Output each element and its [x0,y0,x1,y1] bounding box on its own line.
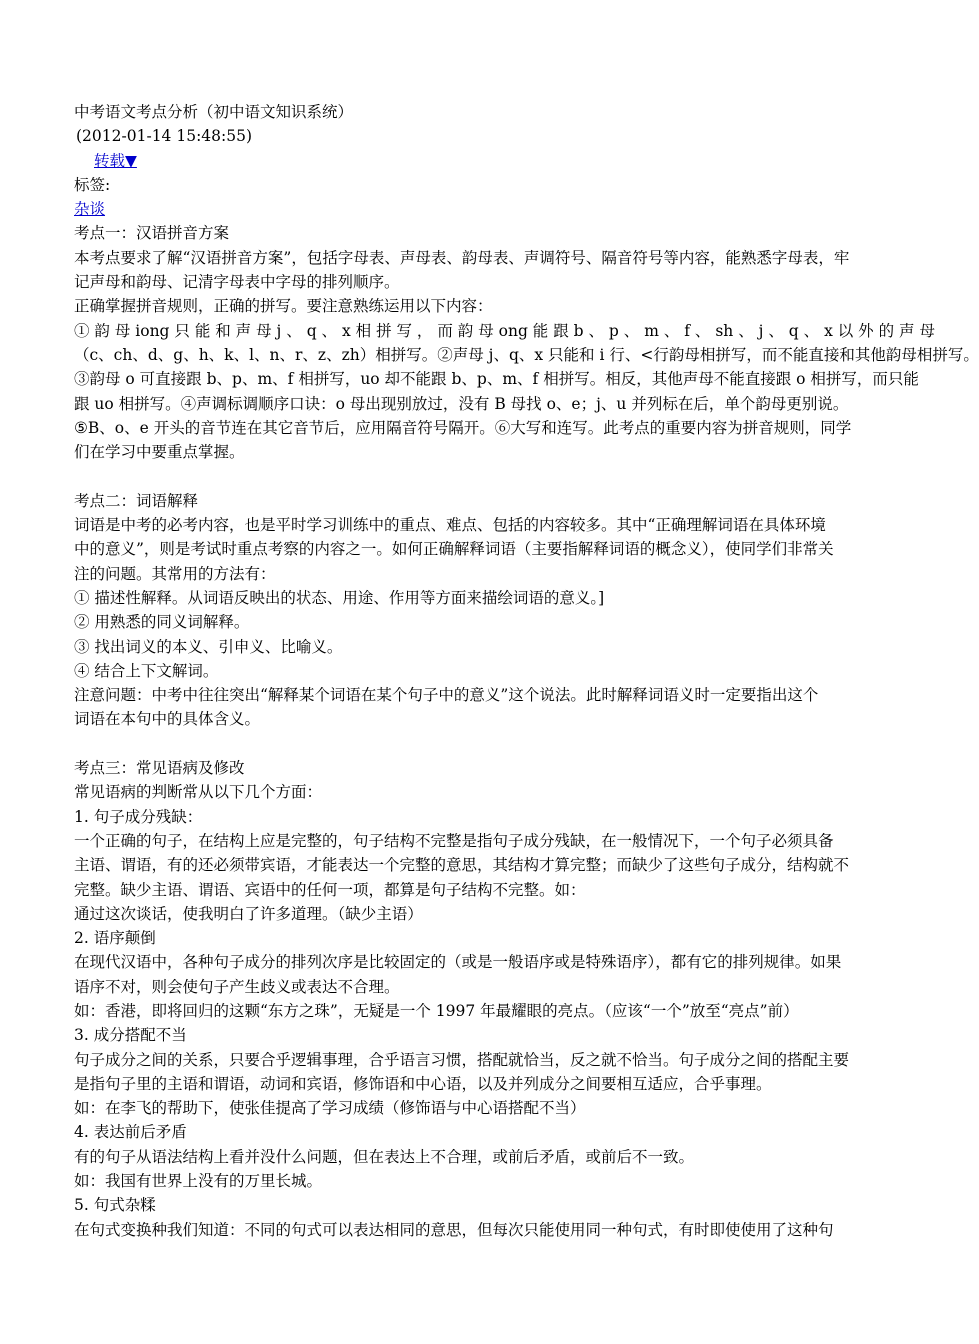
section-3 [74,756,886,1242]
paragraph-line: 本考点要求了解“汉语拼音方案”，包括字母表、声母表、韵母表、声调符号、隔音符号等内容，能熟悉字母表，牢 [74,248,850,267]
spacer [74,464,886,488]
paragraph-line: 完整。缺少主语、谓语、宾语中的任何一项，都算是句子结构不完整。如： [74,880,586,899]
paragraph-line: 记声母和韵母、记清字母表中字母的排列顺序。 [74,273,400,292]
subheading: 2. 语序颠倒 [74,929,156,948]
list-item: ③ 找出词义的本义、引申义、比喻义。 [74,637,343,656]
paragraph-line: 在句式变换种我们知道：不同的句式可以表达相同的意思，但每次只能使用同一种句式，有时即使使用了这种句 [74,1220,834,1239]
list-item: ① 描述性解释。从词语反映出的状态、用途、作用等方面来描绘词语的意义。] [74,588,605,607]
example-line: 如：我国有世界上没有的万里长城。 [74,1172,323,1191]
paragraph-line: 有的句子从语法结构上看并没什么问题，但在表达上不合理，或前后矛盾，或前后不一致。 [74,1147,695,1166]
paragraph-line: 词语是中考的必考内容，也是平时学习训练中的重点、难点、包括的内容较多。其中“正确理解词语在具体环境 [74,516,826,535]
list-item: ② 用熟悉的同义词解释。 [74,613,250,632]
paragraph-line: 在现代汉语中，各种句子成分的排列次序是比较固定的（或是一般语序或是特殊语序），都有它的排列规律。如果 [74,953,842,972]
paragraph-line: 语序不对，则会使句子产生歧义或表达不合理。 [74,977,400,996]
paragraph-line: 注意问题：中考中往往突出“解释某个词语在某个句子中的意义”这个说法。此时解释词语义时一定要指出这个 [74,686,819,705]
section-heading: 考点三：常见语病及修改 [74,759,245,778]
tag-link[interactable]: 杂谈 [74,200,106,219]
document-title: 中考语文考点分析（初中语文知识系统） [74,103,354,121]
example-line: 通过这次谈话，使我明白了许多道理。（缺少主语） [74,904,423,923]
paragraph-line: （c、ch、d、g、h、k、l、n、r、z、zh）相拼写。②声母 j、q、x 只能和 i 行、<行韵母相拼写，而不能直接和其他韵母相拼写。 [74,345,979,364]
paragraph-line: 句子成分之间的关系，只要合乎逻辑事理，合乎语言习惯，搭配就恰当，反之就不恰当。句子成分之间的搭配主要 [74,1050,850,1069]
post-datetime: (2012-01-14 15:48:55) [76,127,253,146]
paragraph-line: 主语、谓语，有的还必须带宾语，才能表达一个完整的意思，其结构才算完整；而缺少了这些句子成分，结构就不 [74,856,850,875]
paragraph-line: 常见语病的判断常从以下几个方面： [74,783,323,802]
paragraph-line: ① 韵 母 iong 只 能 和 声 母 j 、 q 、 x 相 拼 写 ， 而 韵 母 ong 能 跟 b 、 p 、 m 、 f 、 sh 、 j 、 q 、 x 以 外 的 声 母 [74,321,935,340]
document-page [74,100,979,1242]
paragraph-line: 注的问题。其常用的方法有： [74,564,276,583]
paragraph-line: 们在学习中要重点掌握。 [74,443,245,462]
paragraph-line: ③韵母 o 可直接跟 b、p、m、f 相拼写，uo 却不能跟 b、p、m、f 相拼写。相反，其他声母不能直接跟 o 相拼写，而只能 [74,370,919,389]
section-2 [74,489,886,732]
paragraph-line: 正确掌握拼音规则，正确的拼写。要注意熟练运用以下内容： [74,297,493,316]
spacer [74,732,886,756]
list-item: ④ 结合上下文解词。 [74,661,219,680]
paragraph-line: 跟 uo 相拼写。④声调标调顺序口诀：o 母出现别放过，没有 B 母找 o、e；j、u 并列标在后，单个韵母更别说。 [74,394,849,413]
section-1 [74,221,979,464]
subheading: 1. 句子成分残缺： [74,807,203,826]
section-heading: 考点二：词语解释 [74,491,199,510]
example-line: 如：在李飞的帮助下，使张佳提高了学习成绩（修饰语与中心语搭配不当） [74,1099,586,1118]
paragraph-line: 一个正确的句子，在结构上应是完整的，句子结构不完整是指句子成分残缺，在一般情况下，一个句子必须具备 [74,831,834,850]
paragraph-line: ⑤B、o、e 开头的音节连在其它音节后，应用隔音符号隔开。⑥大写和连写。此考点的重要内容为拼音规则，同学 [74,418,852,437]
paragraph-line: 词语在本句中的具体含义。 [74,710,261,729]
subheading: 5. 句式杂糅 [74,1196,156,1215]
section-heading: 考点一：汉语拼音方案 [74,224,230,243]
repost-link[interactable]: 转载▼ [94,151,137,170]
paragraph-line: 中的意义”，则是考试时重点考察的内容之一。如何正确解释词语（主要指解释词语的概念义），使同学们非常关 [74,540,834,559]
subheading: 4. 表达前后矛盾 [74,1123,187,1142]
example-line: 如：香港，即将回归的这颗“东方之珠”，无疑是一个 1997 年最耀眼的亮点。（应该“一个”放至“亮点”前） [74,1001,799,1020]
subheading: 3. 成分搭配不当 [74,1026,187,1045]
tags-label: 标签: [74,175,111,194]
paragraph-line: 是指句子里的主语和谓语，动词和宾语，修饰语和中心语，以及并列成分之间要相互适应，合乎事理。 [74,1074,772,1093]
